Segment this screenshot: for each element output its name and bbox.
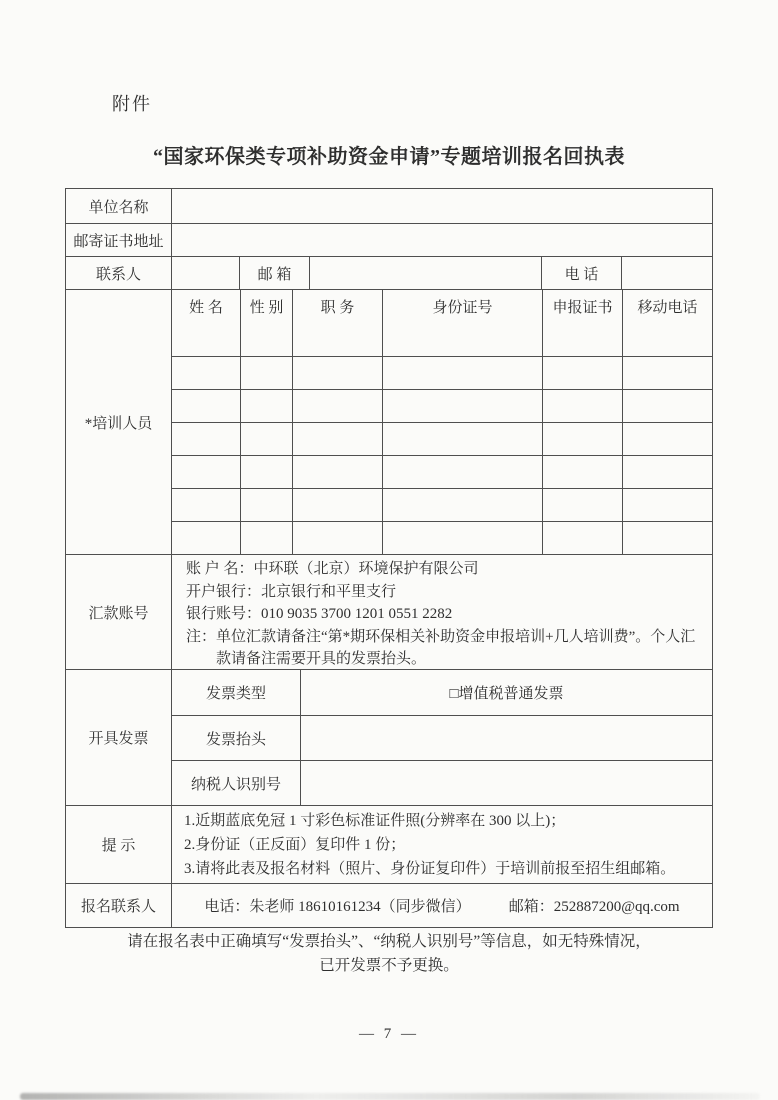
tips-label: 提 示 [101, 838, 136, 854]
trainee-empty-cell [172, 522, 240, 554]
invoice-type-label: 发票类型 [205, 686, 266, 702]
trainees-grid [171, 290, 712, 554]
page-title: “国家环保类专项补助资金申请”专题培训报名回执表 [153, 146, 625, 168]
trainee-empty-row [172, 488, 712, 521]
invoice-type-value: □增值税普通发票 [300, 670, 712, 715]
trainee-empty-cell [292, 456, 382, 488]
mailing-address-row [66, 223, 712, 256]
trainees-label: *培训人员 [84, 415, 153, 432]
trainee-empty-cell [292, 423, 382, 455]
scan-artifact [20, 1093, 760, 1100]
trainee-empty-cell [382, 423, 542, 455]
trainee-empty-cell [292, 522, 382, 554]
invoice-title-field [300, 716, 712, 760]
invoice-label: 开具发票 [88, 731, 149, 747]
trainee-empty-cell [542, 390, 622, 422]
unit-name-field [171, 189, 712, 223]
trainee-col-position: 职 务 [292, 290, 382, 323]
signup-contact-phone: 电话：朱老师 18610161234（同步微信） [204, 899, 471, 915]
trainee-empty-cell [292, 323, 382, 356]
trainee-empty-cell [172, 423, 240, 455]
phone-label: 电 话 [541, 257, 621, 289]
remittance-section [66, 554, 712, 669]
email-label: 邮 箱 [239, 257, 309, 289]
remittance-note-line2: 款请备注需要开具的发票抬头。 [216, 651, 427, 667]
unit-name-row [66, 189, 712, 223]
signup-contact-email: 邮箱：252887200@qq.com [508, 899, 680, 915]
footer-note-line2: 已开发票不予更换。 [319, 957, 459, 974]
trainee-empty-cell [240, 423, 292, 455]
trainee-empty-cell [622, 323, 712, 356]
taxpayer-id-field [300, 761, 712, 805]
trainee-col-mobile: 移动电话 [622, 290, 712, 323]
trainee-empty-cell [382, 390, 542, 422]
trainee-empty-cell [382, 489, 542, 521]
invoice-grid [171, 670, 712, 805]
tip-line-1: 1.近期蓝底免冠 1 寸彩色标准证件照(分辨率在 300 以上)； [184, 813, 566, 829]
trainee-col-gender: 性 别 [240, 290, 292, 323]
trainee-empty-cell [240, 390, 292, 422]
trainees-header-row [172, 290, 712, 323]
trainee-empty-cell [172, 489, 240, 521]
trainee-empty-cell [542, 323, 622, 356]
remittance-label: 汇款账号 [88, 605, 149, 622]
trainee-empty-cell [382, 456, 542, 488]
trainee-empty-cell [240, 522, 292, 554]
mailing-address-field [171, 224, 712, 256]
trainee-empty-cell [622, 357, 712, 389]
remittance-account-number: 银行账号：010 9035 3700 1201 0551 2282 [186, 606, 453, 622]
trainee-empty-cell [382, 522, 542, 554]
email-field [309, 257, 541, 289]
trainee-empty-rows [172, 323, 712, 554]
trainee-empty-row [172, 521, 712, 554]
trainee-empty-cell [240, 456, 292, 488]
trainee-empty-cell [542, 489, 622, 521]
trainee-empty-cell [172, 323, 240, 356]
remittance-content [171, 555, 712, 669]
tips-content [171, 806, 712, 883]
tip-line-2: 2.身份证（正反面）复印件 1 份； [184, 837, 406, 853]
contact-name-field [171, 257, 239, 289]
trainees-section [66, 289, 712, 554]
taxpayer-id-row [172, 760, 712, 805]
trainee-col-id-number: 身份证号 [382, 290, 542, 323]
trainee-empty-cell [622, 489, 712, 521]
trainee-empty-cell [172, 456, 240, 488]
invoice-section [66, 669, 712, 805]
trainee-empty-cell [542, 456, 622, 488]
trainee-empty-cell [292, 390, 382, 422]
trainee-empty-cell [292, 357, 382, 389]
trainee-empty-cell [622, 390, 712, 422]
taxpayer-id-label: 纳税人识别号 [190, 776, 281, 793]
trainee-empty-row [172, 455, 712, 488]
trainee-empty-cell [542, 423, 622, 455]
trainee-empty-cell [542, 357, 622, 389]
signup-contact-row [66, 883, 712, 927]
trainee-empty-cell [382, 357, 542, 389]
trainee-empty-cell [172, 390, 240, 422]
trainee-empty-row [172, 356, 712, 389]
phone-field [621, 257, 712, 289]
trainee-empty-cell [622, 423, 712, 455]
invoice-title-label: 发票抬头 [205, 731, 266, 748]
trainee-empty-cell [240, 357, 292, 389]
trainee-empty-cell [292, 489, 382, 521]
trainee-empty-row [172, 389, 712, 422]
signup-contact-content [171, 884, 712, 927]
trainee-empty-row [172, 422, 712, 455]
trainee-empty-cell [240, 489, 292, 521]
trainee-empty-cell [622, 456, 712, 488]
trainee-empty-cell [542, 522, 622, 554]
attachment-label: 附件 [112, 94, 152, 114]
trainee-empty-row [172, 323, 712, 356]
remittance-note-line1: 注：单位汇款请备注“第*期环保相关补助资金申报培训+几人培训费”。个人汇 [186, 628, 696, 645]
trainee-empty-cell [240, 323, 292, 356]
trainee-empty-cell [172, 357, 240, 389]
invoice-type-row [172, 670, 712, 715]
tips-section [66, 805, 712, 883]
unit-name-label: 单位名称 [88, 199, 149, 216]
signup-contact-label: 报名联系人 [80, 899, 156, 915]
contact-row [66, 256, 712, 289]
footer-note-line1: 请在报名表中正确填写“发票抬头”、“纳税人识别号”等信息，如无特殊情况， [127, 933, 651, 950]
registration-form-table [65, 188, 713, 928]
page-number: — 7 — [359, 1026, 419, 1042]
trainee-empty-cell [382, 323, 542, 356]
trainee-col-name: 姓 名 [189, 300, 223, 316]
footer-note [0, 930, 778, 978]
tip-line-3: 3.请将此表及报名材料（照片、身份证复印件）于培训前报至招生组邮箱。 [184, 861, 676, 877]
trainee-empty-cell [622, 522, 712, 554]
trainee-col-certificate: 申报证书 [542, 290, 622, 323]
mailing-address-label: 邮寄证书地址 [73, 233, 164, 250]
invoice-title-row [172, 715, 712, 760]
contact-label: 联系人 [95, 266, 141, 283]
remittance-bank: 开户银行：北京银行和平里支行 [186, 583, 397, 600]
remittance-account-name: 账 户 名：中环联（北京）环境保护有限公司 [186, 561, 479, 577]
